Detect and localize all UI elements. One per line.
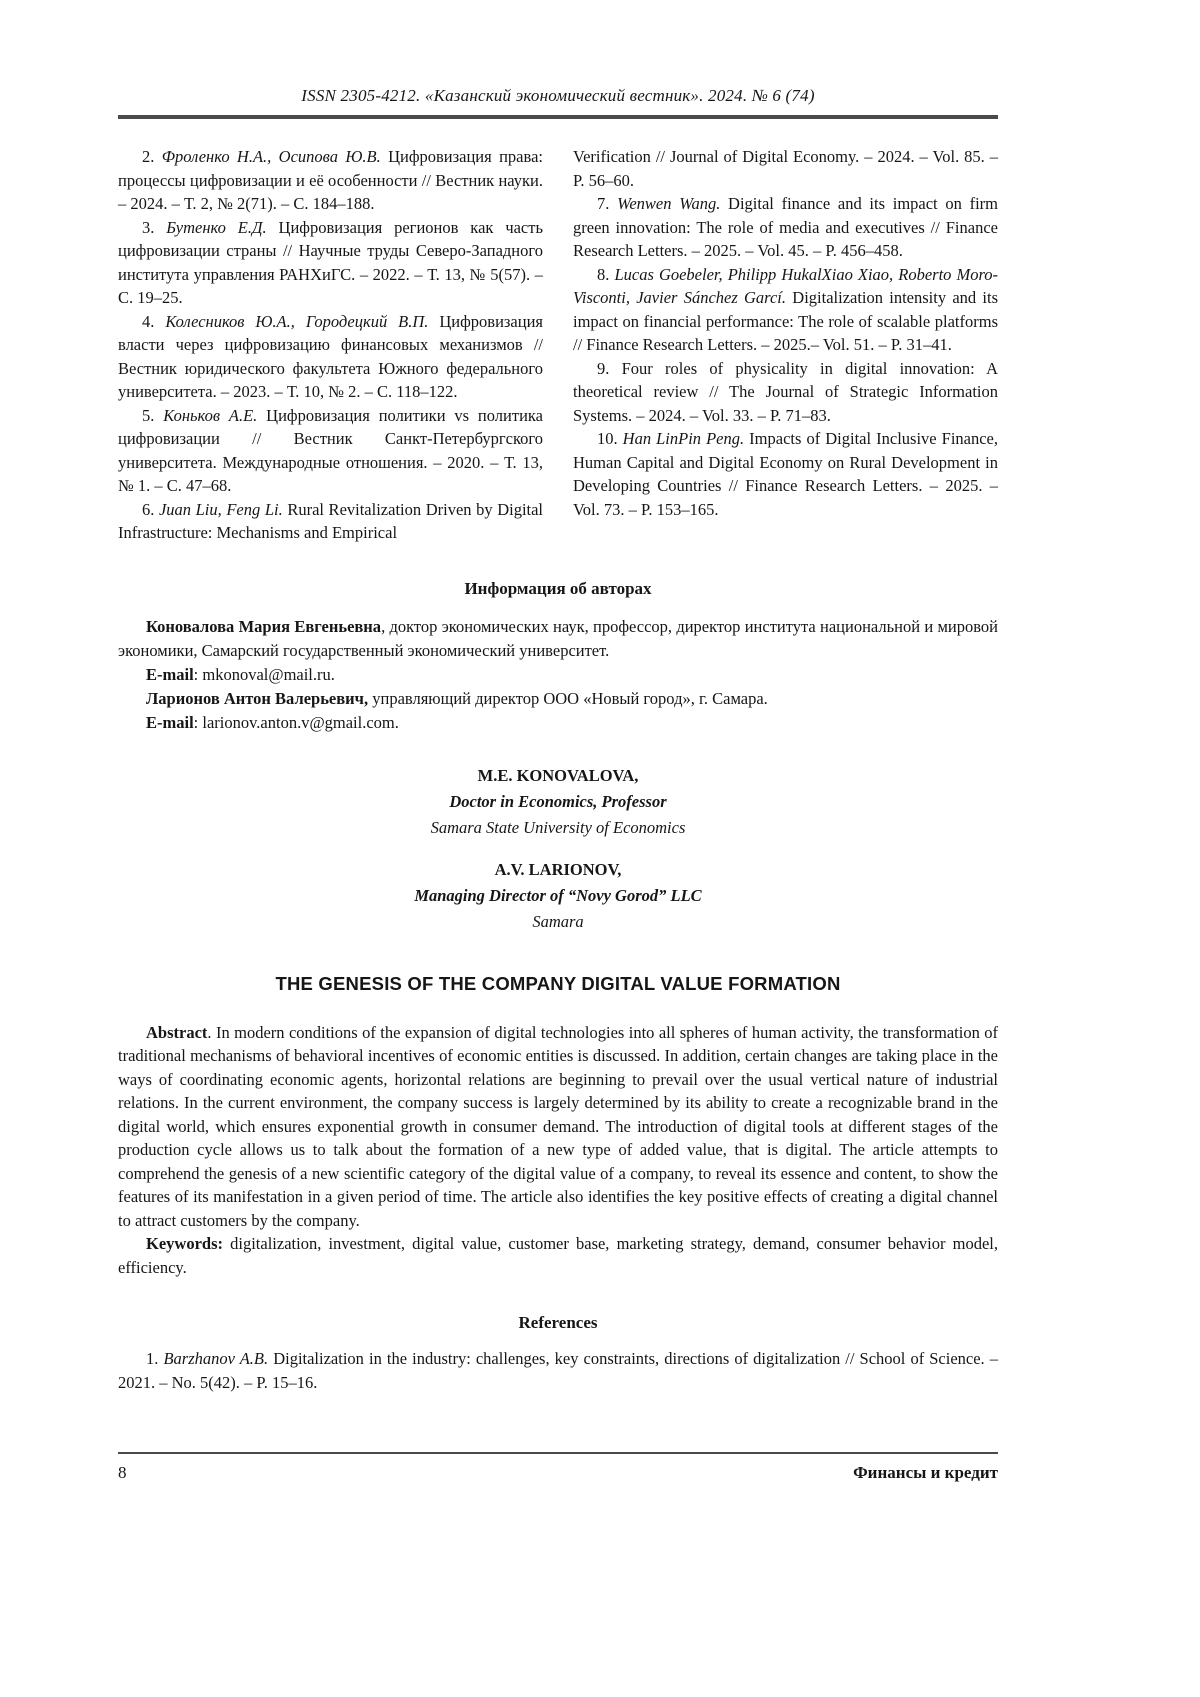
footer-section-label: Финансы и кредит	[853, 1463, 998, 1482]
journal-header-text: ISSN 2305-4212. «Казанский экономический вестник». 2024. № 6 (74)	[301, 86, 815, 105]
author-affiliation: Samara	[532, 911, 584, 931]
authors-info-heading: Информация об авторах	[464, 578, 652, 598]
page-footer	[118, 1452, 998, 1483]
footer-rule	[118, 1452, 998, 1454]
reference-item: 7. Wenwen Wang. Digital finance and its impact on firm green innovation: The role of media and executives // Finance Research Letters. – 2025. – Vol. 45. – P. 456–458.	[573, 194, 998, 260]
author-name: A.V. LARIONOV,	[494, 859, 622, 879]
page-number: 8	[118, 1463, 127, 1482]
reference-item: 6. Juan Liu, Feng Li. Rural Revitalization Driven by Digital Infrastructure: Mechanisms and Empirical	[118, 499, 544, 542]
author-block-en	[118, 857, 998, 935]
author-email-paragraph: E-mail: mkonoval@mail.ru.	[146, 664, 335, 684]
reference-item: 2. Фроленко Н.А., Осипова Ю.В. Цифровизация права: процессы цифровизации и её особенности // Вестник науки. – 2024. – Т. 2, № 2(71). – С. 184–188.	[118, 147, 543, 213]
page-header	[118, 86, 998, 119]
author-info-paragraph: Коновалова Мария Евгеньевна, доктор экономических наук, профессор, директор института национальной и мировой экономики, Самарский государственный экономический университет.	[118, 616, 998, 660]
authors-info-section	[118, 615, 998, 735]
article-title: THE GENESIS OF THE COMPANY DIGITAL VALUE FORMATION	[275, 972, 841, 994]
author-affiliation: Samara State University of Economics	[430, 817, 686, 837]
keywords-paragraph: Keywords: digitalization, investment, digital value, customer base, marketing strategy, demand, consumer behavior model, efficiency.	[118, 1234, 998, 1277]
reference-column-left	[118, 145, 543, 545]
reference-item: 4. Колесников Ю.А., Городецкий В.П. Цифровизация власти через цифровизацию финансовых механизмов // Вестник юридического факультета Южного федерального университета. – 2023. – Т. 10, № 2. – С. 118–122.	[118, 311, 543, 401]
reference-item-en: 1. Barzhanov A.B. Digitalization in the industry: challenges, key constraints, directions of digitalization // School of Science. – 2021. – No. 5(42). – P. 15–16.	[118, 1349, 998, 1392]
author-info-paragraph: Ларионов Антон Валерьевич, управляющий директор ООО «Новый город», г. Самара.	[146, 688, 768, 708]
reference-item: 5. Коньков А.Е. Цифровизация политики vs политика цифровизации // Вестник Санкт-Петербургского университета. Международные отношения. – 2020. – Т. 13, № 1. – С. 47–68.	[118, 405, 543, 495]
author-name: M.E. KONOVALOVA,	[477, 765, 639, 785]
reference-item: 9. Four roles of physicality in digital innovation: A theoretical review // The Journal of Strategic Information Systems. – 2024. – Vol. 33. – P. 71–83.	[573, 358, 998, 425]
reference-column-right	[573, 145, 998, 545]
references-en-section	[118, 1347, 998, 1394]
author-email-paragraph: E-mail: larionov.anton.v@gmail.com.	[146, 712, 399, 732]
references-ru-section	[118, 145, 998, 545]
references-heading: References	[518, 1313, 598, 1332]
author-role: Managing Director of “Novy Gorod” LLC	[414, 885, 702, 905]
author-block-en	[118, 763, 998, 841]
reference-item: 8. Lucas Goebeler, Philipp HukalXiao Xiao, Roberto Moro-Visconti, Javier Sánchez Garcí. Digitalization intensity and its impact on financial performance: The role of scalable platforms // Finance Research Letters. – 2025.– Vol. 51. – P. 31–41.	[573, 264, 999, 354]
reference-item-continuation: Verification // Journal of Digital Economy. – 2024. – Vol. 85. – P. 56–60.	[573, 147, 998, 190]
reference-item: 10. Han LinPin Peng. Impacts of Digital Inclusive Finance, Human Capital and Digital Economy on Rural Development in Developing Countries // Finance Research Letters. – 2025. – Vol. 73. – P. 153–165.	[573, 429, 999, 519]
footer-line	[118, 1463, 998, 1483]
abstract-paragraph: Abstract. In modern conditions of the expansion of digital technologies into all spheres of human activity, the transformation of traditional mechanisms of behavioral incentives of economic entities is discussed. In addition, certain changes are taking place in the ways of coordinating economic agents, horizontal relations are beginning to prevail over the usual vertical nature of industrial relations. In the current environment, the company success is largely determined by its ability to create a recognizable brand in the digital world, which ensures exponential growth in consumer demand. The introduction of digital tools at different stages of the production cycle allows us to talk about the formation of a new type of added value, that is digital. The article attempts to comprehend the genesis of a new scientific category of the digital value of a company, to reveal its essence and content, to show the features of its manifestation in a given period of time. The article also identifies the key positive effects of creating a digital channel to attract customers by the company.	[118, 1022, 998, 1230]
reference-item: 3. Бутенко Е.Д. Цифровизация регионов как часть цифровизации страны // Научные труды Северо-Западного института управления РАНХиГС. – 2022. – Т. 13, № 5(57). – С. 19–25.	[118, 217, 543, 307]
author-role: Doctor in Economics, Professor	[449, 791, 667, 811]
header-rule	[118, 115, 998, 119]
